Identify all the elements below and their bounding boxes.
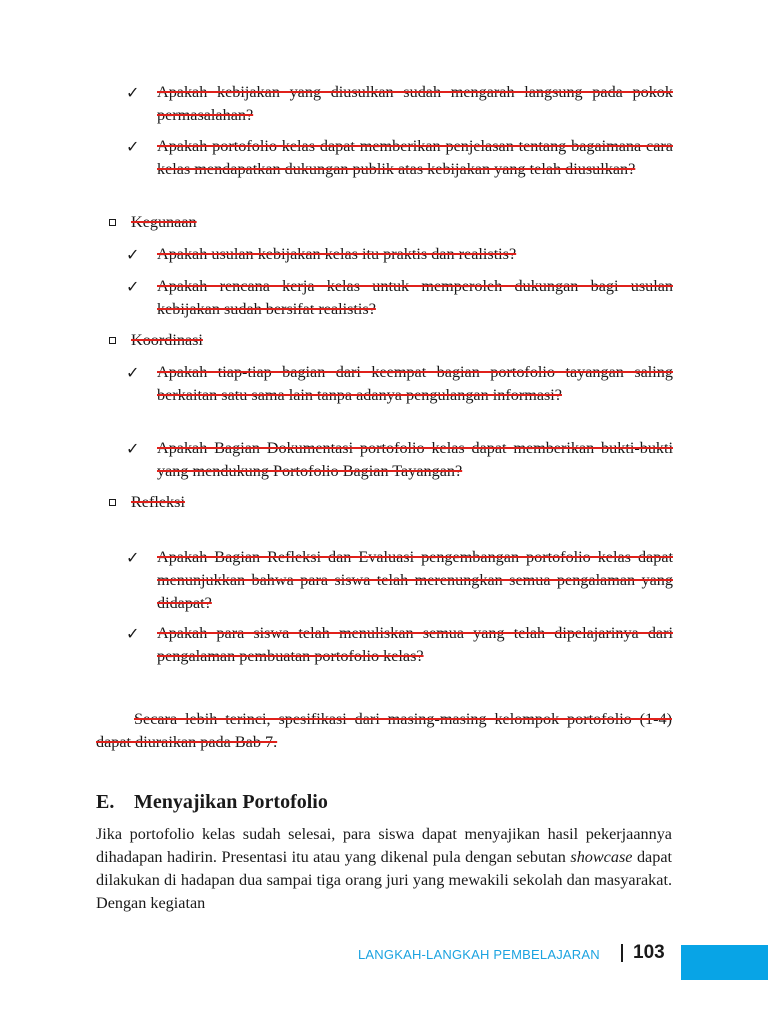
check-icon: ✓ [126,439,140,458]
body-text-1: Jika portofolio kelas sudah selesai, para siswa dapat menyajikan hasil pekerjaannya dihadapan hadirin. Presentasi itu atau yang dikenal pula dengan sebutan [96,825,672,866]
check-icon: ✓ [126,245,140,264]
check-icon: ✓ [126,624,140,643]
criteria-heading-kegunaan: Kegunaan [131,213,197,231]
criteria-heading-refleksi: Refleksi [131,493,185,511]
summary-paragraph: Secara lebih terinci, spesifikasi dari masing-masing kelompok portofolio (1-4) dapat diuraikan pada Bab 7. [96,710,672,751]
checklist-item: Apakah rencana kerja kelas untuk memperoleh dukungan bagi usulan kebijakan sudah bersifat realistis? [157,277,673,318]
square-bullet-icon [109,337,116,344]
body-text-2: dapat dilakukan di hadapan dua sampai tiga orang juri yang mewakili sekolah dan masyarakat. Dengan kegiatan [96,848,673,912]
page-number: 103 [633,942,665,963]
check-icon: ✓ [126,83,140,102]
checklist-item: Apakah usulan kebijakan kelas itu praktis dan realistis? [157,245,517,263]
check-icon: ✓ [126,363,140,382]
checklist-item: Apakah portofolio kelas dapat memberikan penjelasan tentang bagaimana cara kelas mendapatkan dukungan publik atas kebijakan yang telah diusulkan? [157,137,673,178]
checklist-item: Apakah para siswa telah menuliskan semua yang telah dipelajarinya dari pengalaman pembuatan portofolio kelas? [157,624,673,665]
section-body [96,823,672,915]
footer-accent-bar [681,945,768,980]
square-bullet-icon [109,499,116,506]
running-footer-title: LANGKAH-LANGKAH PEMBELAJARAN [358,947,600,962]
footer-separator [621,944,623,962]
checklist-item: Apakah Bagian Dokumentasi portofolio kelas dapat memberikan bukti-bukti yang mendukung Portofolio Bagian Tayangan? [157,439,673,480]
section-heading [96,789,328,815]
checklist-item: Apakah tiap-tiap bagian dari keempat bagian portofolio tayangan saling berkaitan satu sama lain tanpa adanya pengulangan informasi? [157,363,673,404]
check-icon: ✓ [126,277,140,296]
section-number: E. [96,791,115,813]
body-italic-term: showcase [570,848,633,866]
check-icon: ✓ [126,548,140,567]
criteria-heading-koordinasi: Koordinasi [131,331,203,349]
square-bullet-icon [109,219,116,226]
check-icon: ✓ [126,137,140,156]
checklist-item: Apakah Bagian Refleksi dan Evaluasi pengembangan portofolio kelas dapat menunjukkan bahwa para siswa telah merenungkan semua pengalaman yang didapat? [157,548,673,612]
section-title: Menyajikan Portofolio [134,791,328,813]
checklist-item: Apakah kebijakan yang diusulkan sudah mengarah langsung pada pokok permasalahan? [157,83,673,124]
